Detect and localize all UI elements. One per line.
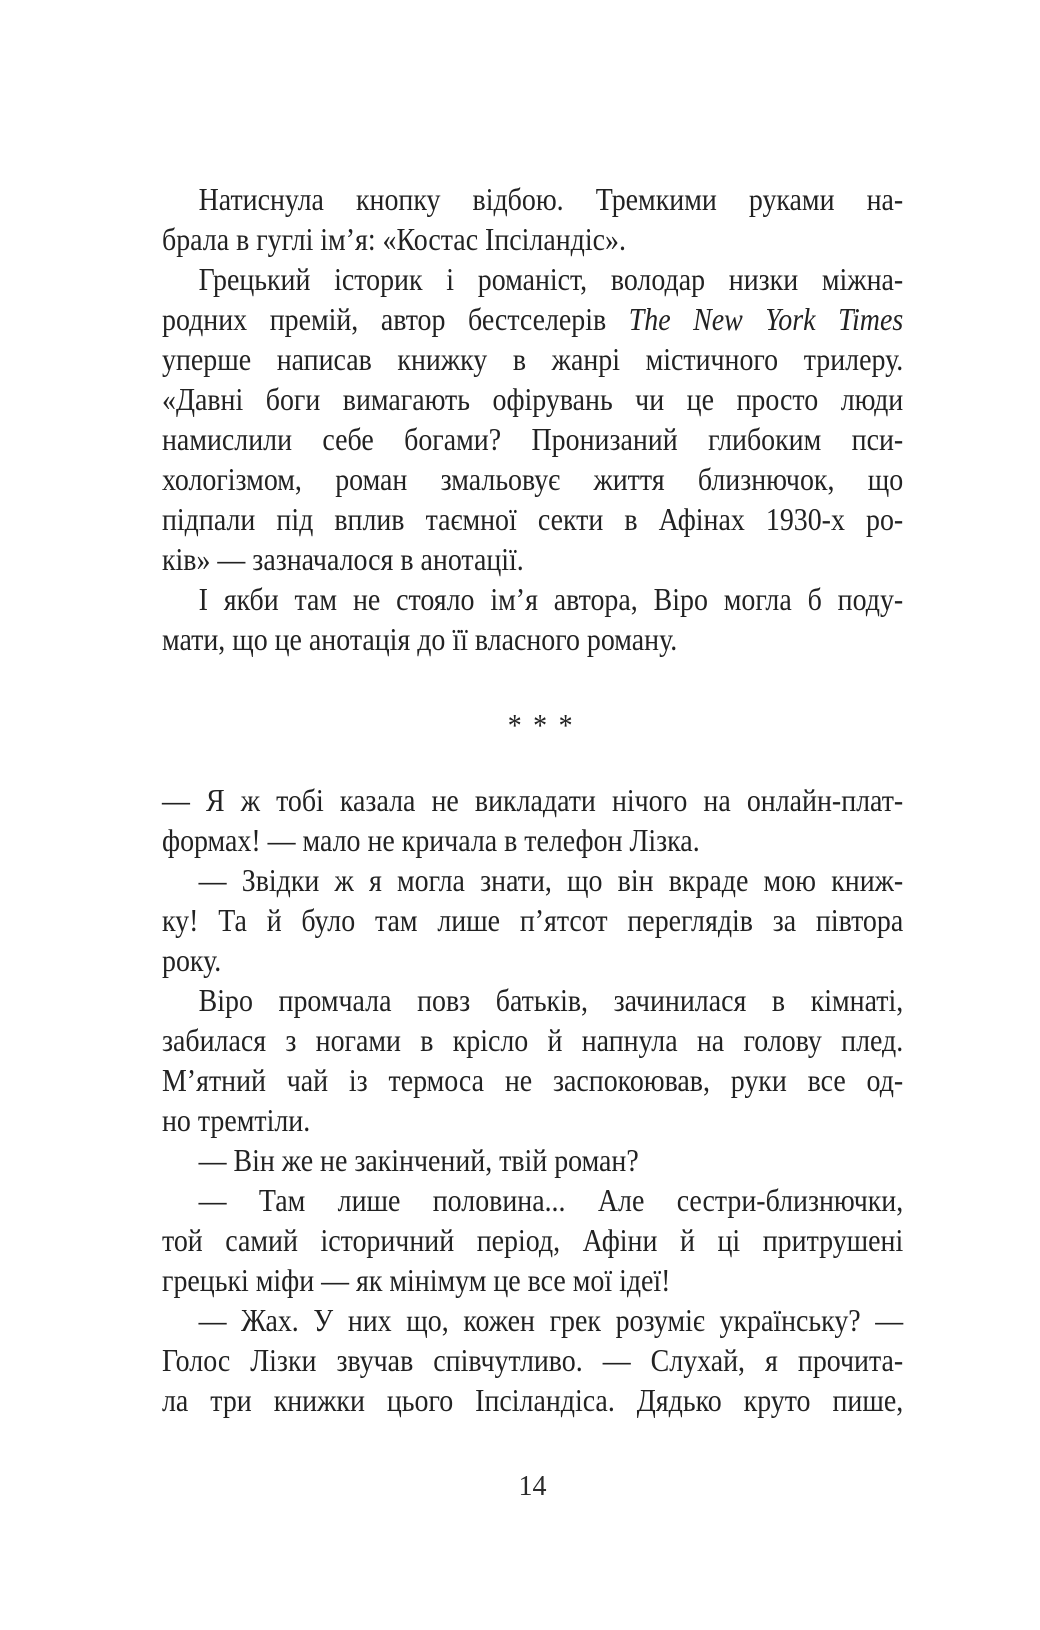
paragraph — [162, 179, 903, 259]
text-line: року. — [162, 942, 222, 978]
italic-text: The New York Times — [628, 301, 904, 337]
text-line: Грецький історик і романіст, володар низки міжна- — [198, 261, 904, 297]
text-line: забилася з ногами в крісло й напнула на голову плед. — [162, 1022, 904, 1058]
text-line: М’ятний чай із термоса не заспокоював, руки все од- — [162, 1062, 904, 1098]
paragraph — [162, 1180, 903, 1300]
text-line: «Давні боги вимагають офірувань чи це просто люди — [162, 381, 904, 417]
paragraph — [162, 259, 903, 579]
text-line: той самий історичний період, Афіни й ці притрушені — [162, 1222, 904, 1258]
text-line: но тремтіли. — [162, 1102, 311, 1138]
text-line: Віро промчала повз батьків, зачинилася в кімнаті, — [198, 982, 904, 1018]
text-line: підпали під вплив таємної секти в Афінах 1930-х ро- — [162, 501, 904, 537]
text-block — [162, 179, 903, 1420]
paragraph — [162, 860, 903, 980]
paragraph — [162, 579, 903, 659]
paragraph — [162, 780, 903, 860]
text-line: мати, що це анотація до її власного роману. — [162, 621, 678, 657]
text-line: хологізмом, роман змальовує життя близнючок, що — [162, 461, 904, 497]
text-line: формах! — мало не кричала в телефон Лізка. — [162, 822, 700, 858]
section-separator: * * * — [507, 707, 574, 743]
paragraph — [162, 1140, 903, 1180]
text-line: — Звідки ж я могла знати, що він вкраде мою книж- — [198, 862, 904, 898]
text-line: — Жах. У них що, кожен грек розуміє українську? — — [198, 1302, 904, 1338]
text-line: Голос Лізки звучав співчутливо. — Слухай, я прочита- — [162, 1342, 904, 1378]
text-line — [162, 299, 903, 339]
text-line: — Я ж тобі казала не викладати нічого на онлайн-плат- — [162, 782, 904, 818]
text-line: — Там лише половина... Але сестри-близнючки, — [198, 1182, 904, 1218]
text-line: брала в гуглі ім’я: «Костас Іпсіландіс». — [162, 221, 626, 257]
paragraph — [162, 980, 903, 1140]
text-line: намислили себе богами? Пронизаний глибоким пси- — [162, 421, 904, 457]
text-line: Натиснула кнопку відбою. Тремкими руками на- — [198, 181, 904, 217]
text-line: ла три книжки цього Іпсіландіса. Дядько круто пише, — [162, 1382, 904, 1418]
text-line: грецькі міфи — як мінімум це все мої ідеї! — [162, 1262, 671, 1298]
text-line: уперше написав книжку в жанрі містичного трилеру. — [162, 341, 904, 377]
text-segment: родних премій, автор бестселерів — [162, 301, 629, 337]
text-line: І якби там не стояло ім’я автора, Віро могла б поду- — [198, 581, 904, 617]
text-line: ків» — зазначалося в анотації. — [162, 541, 524, 577]
paragraph — [162, 1300, 903, 1420]
text-line: — Він же не закінчений, твій роман? — [198, 1142, 639, 1178]
text-line: ку! Та й було там лише п’ятсот переглядів за півтора — [162, 902, 904, 938]
page-number: 14 — [518, 1471, 547, 1502]
